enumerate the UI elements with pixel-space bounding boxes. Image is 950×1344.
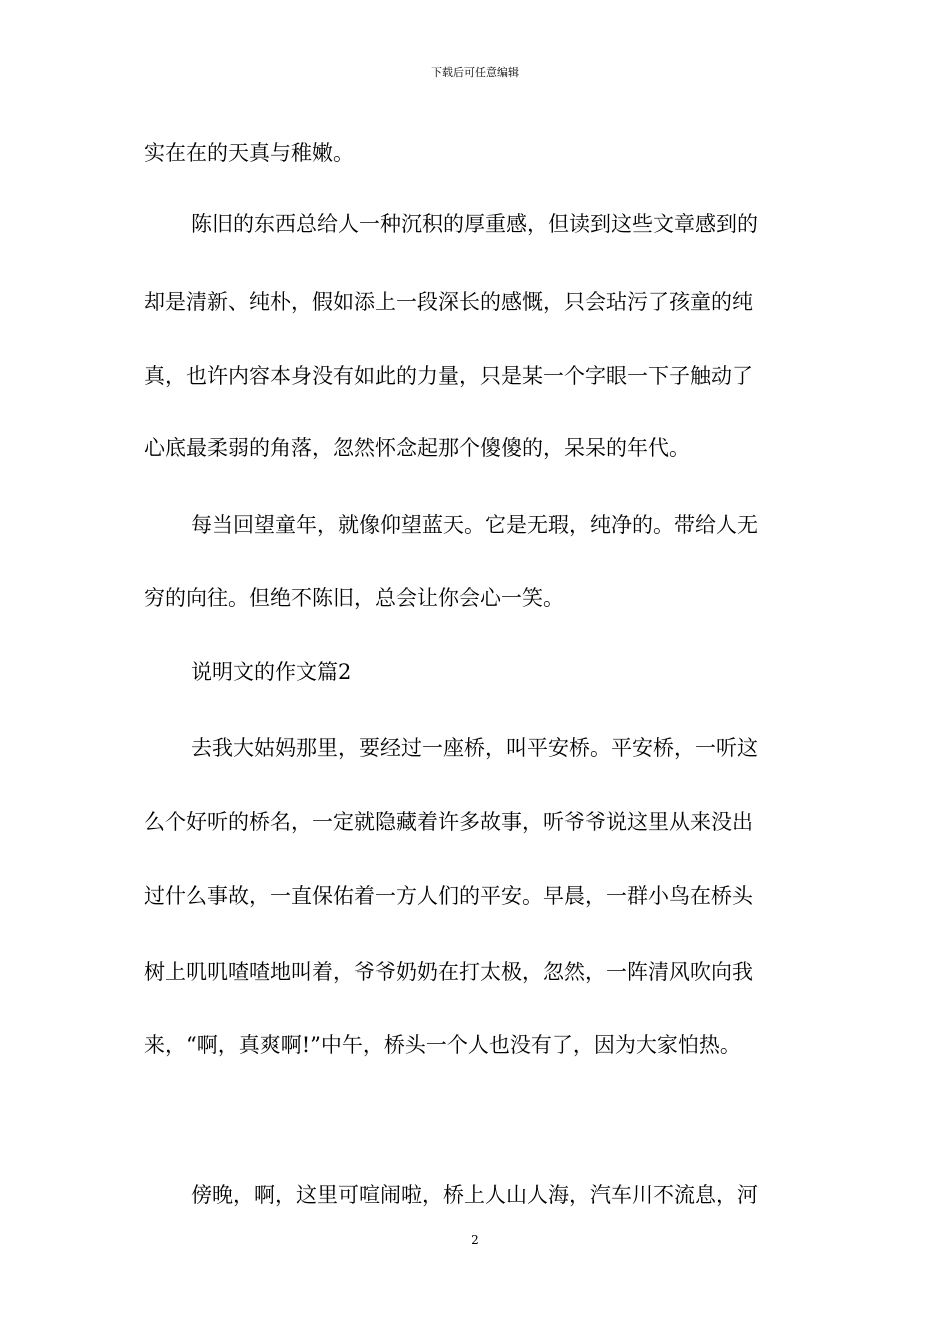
text-line: 树上叽叽喳喳地叫着，爷爷奶奶在打太极，忽然，一阵清风吹向我 <box>144 960 753 984</box>
text-line: 实在在的天真与稚嫩。 <box>144 141 354 165</box>
text-line: 过什么事故，一直保佑着一方人们的平安。早晨，一群小鸟在桥头 <box>144 884 753 908</box>
page-number: 2 <box>471 1233 479 1247</box>
text-line: 却是清新、纯朴，假如添上一段深长的感慨，只会玷污了孩童的纯 <box>144 290 753 314</box>
section-heading: 说明文的作文篇2 <box>191 660 352 684</box>
text-line: 么个好听的桥名，一定就隐藏着许多故事，听爷爷说这里从来没出 <box>144 810 753 834</box>
text-line: 去我大姑妈那里，要经过一座桥，叫平安桥。平安桥，一听这 <box>191 736 758 760</box>
text-line: 陈旧的东西总给人一种沉积的厚重感，但读到这些文章感到的 <box>191 212 758 236</box>
text-line: 心底最柔弱的角落，忽然怀念起那个傻傻的，呆呆的年代。 <box>144 436 690 460</box>
text-line: 真，也许内容本身没有如此的力量，只是某一个字眼一下子触动了 <box>144 364 753 388</box>
text-line: 傍晚，啊，这里可喧闹啦，桥上人山人海，汽车川不流息，河 <box>191 1183 758 1207</box>
text-line: 来，“啊，真爽啊!”中午，桥头一个人也没有了，因为大家怕热。 <box>144 1033 741 1057</box>
page-header: 下载后可任意编辑 <box>431 66 519 79</box>
text-line: 穷的向往。但绝不陈旧，总会让你会心一笑。 <box>144 586 564 610</box>
text-line: 每当回望童年，就像仰望蓝天。它是无瑕，纯净的。带给人无 <box>191 513 758 537</box>
